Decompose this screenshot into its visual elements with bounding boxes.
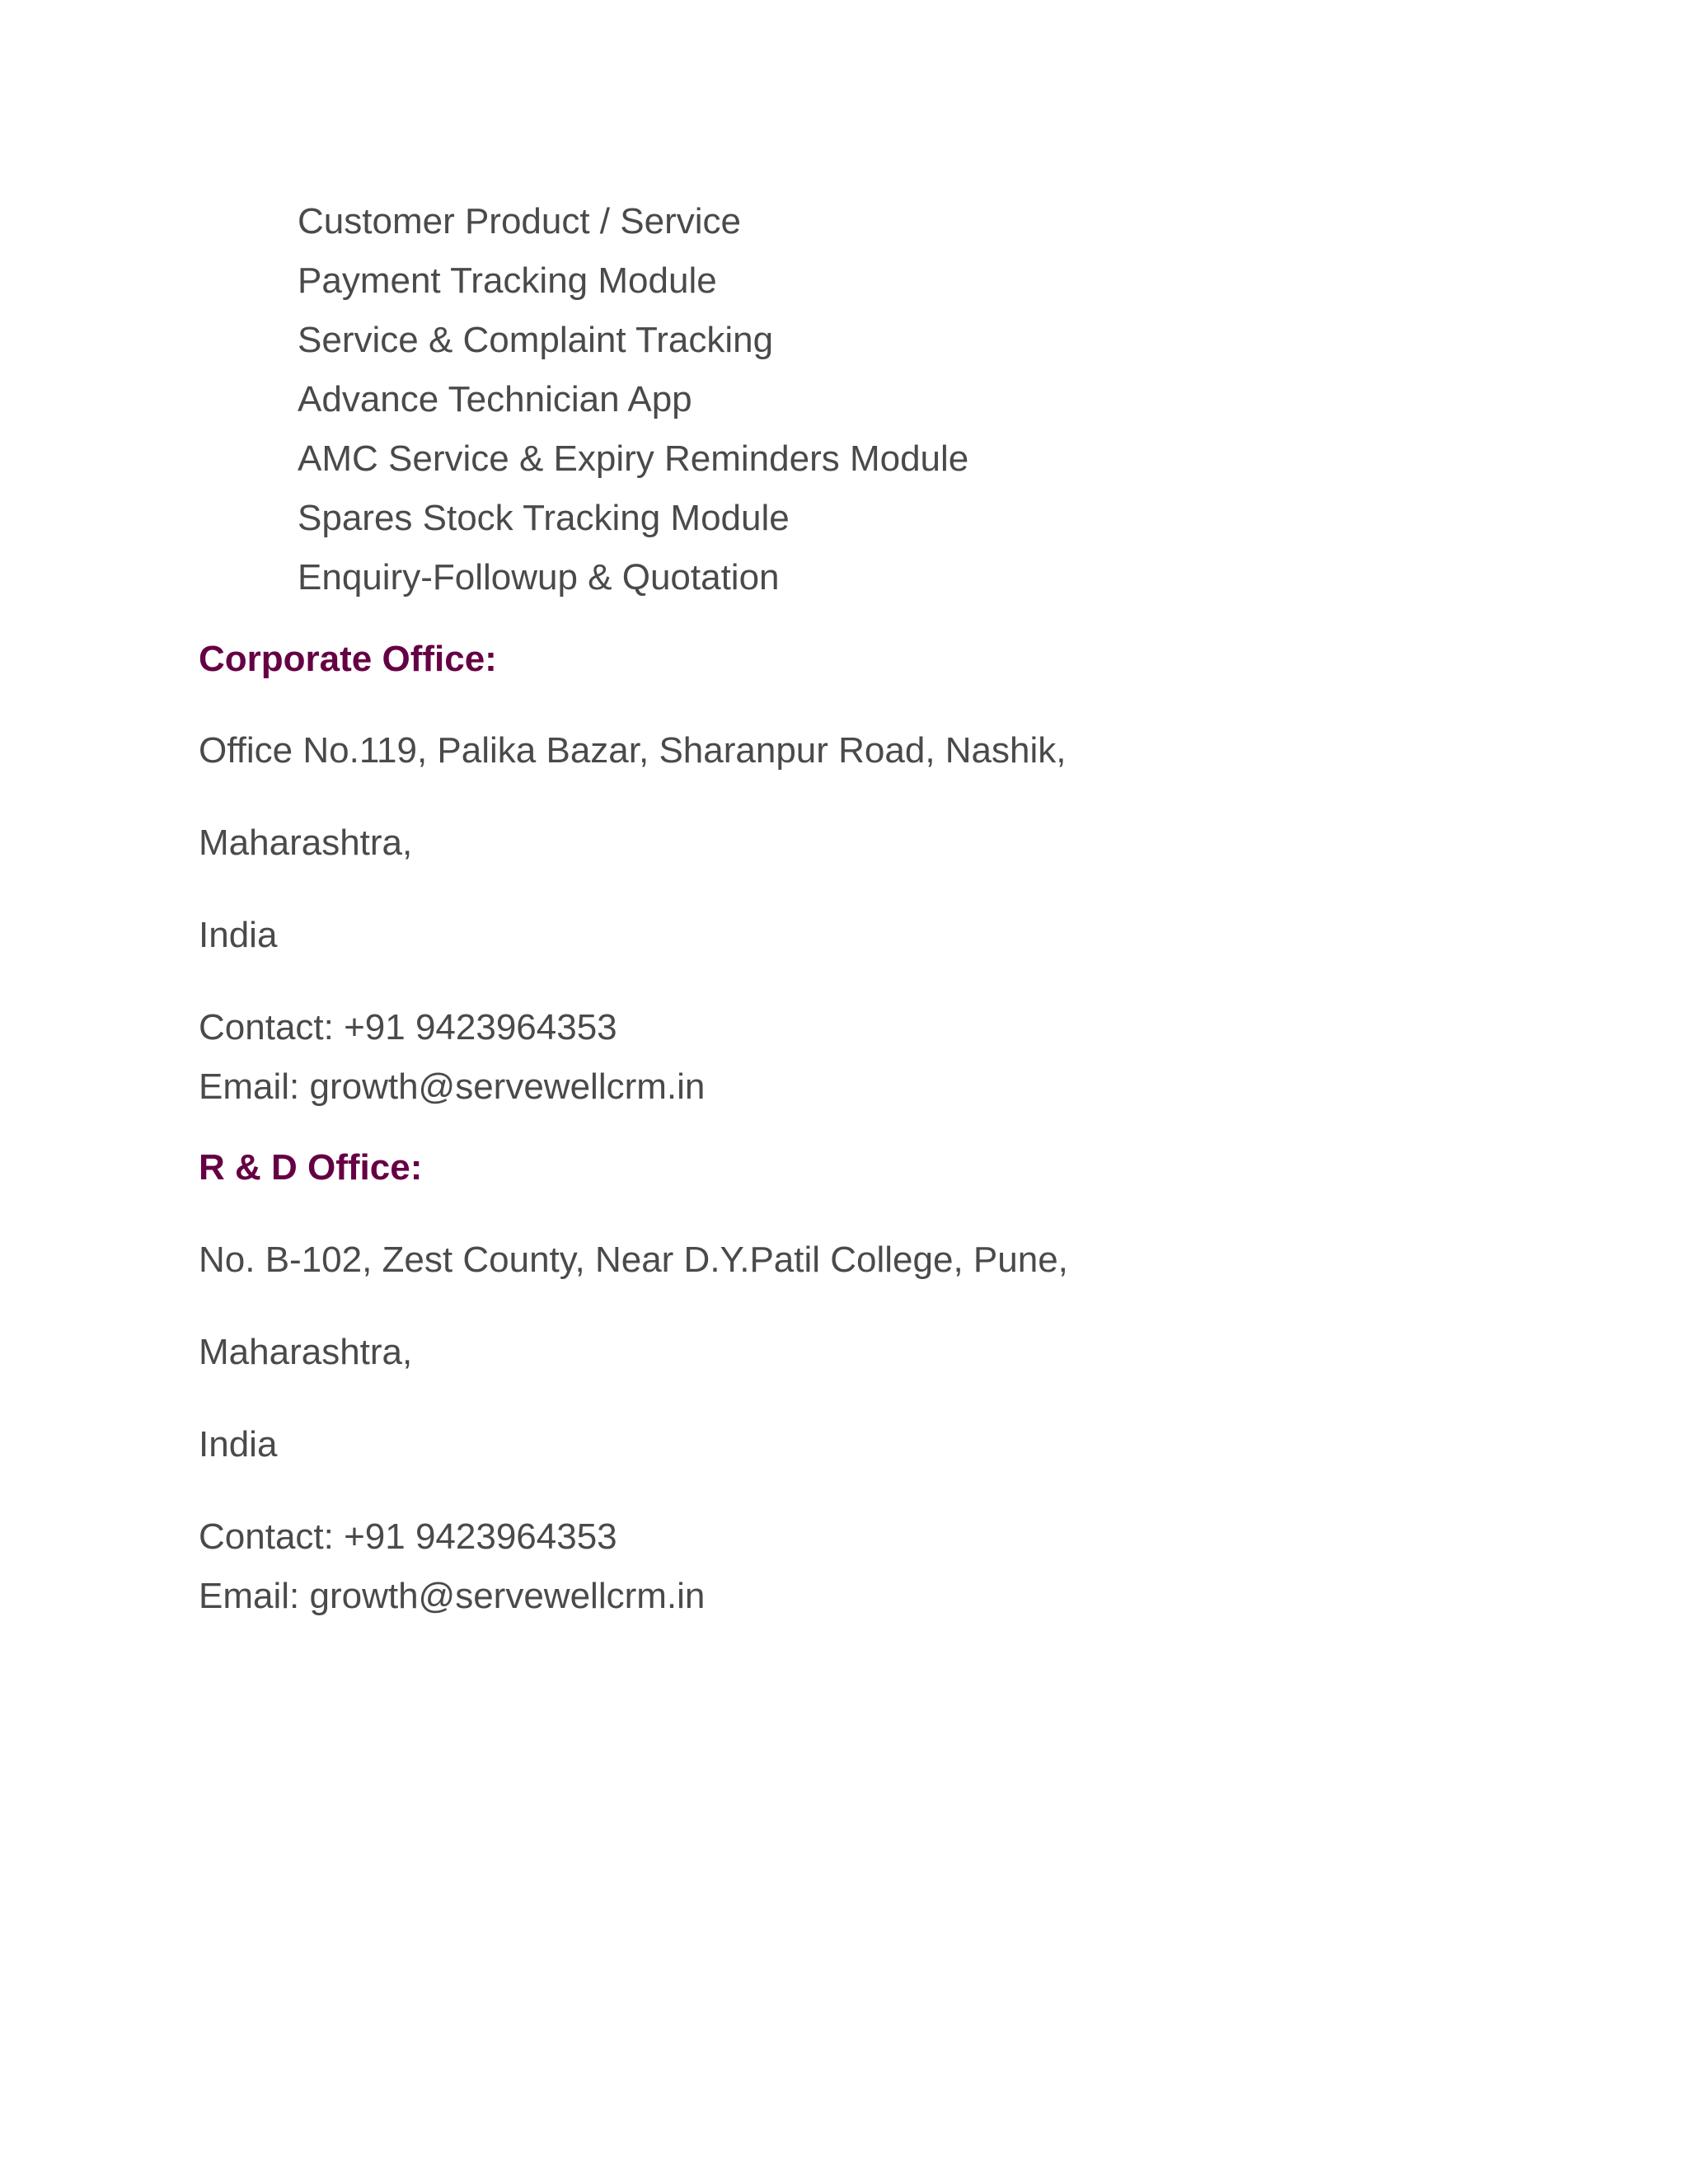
- corporate-email: Email: growth@servewellcrm.in: [199, 1066, 706, 1107]
- corporate-address-line2: Maharashtra,: [199, 823, 413, 863]
- rd-address-line2: Maharashtra,: [199, 1332, 413, 1372]
- list-item: Advance Technician App: [298, 379, 692, 419]
- rd-address-line1: No. B-102, Zest County, Near D.Y.Patil College, Pune,: [199, 1240, 1068, 1280]
- corporate-office-heading: Corporate Office:: [199, 639, 497, 679]
- corporate-address-line3: India: [199, 915, 278, 955]
- list-item: Enquiry-Followup & Quotation: [298, 557, 780, 598]
- module-list: [298, 192, 968, 607]
- corporate-address-line1: Office No.119, Palika Bazar, Sharanpur Road, Nashik,: [199, 730, 1067, 771]
- corporate-contact: Contact: +91 9423964353: [199, 1007, 617, 1047]
- rd-email: Email: growth@servewellcrm.in: [199, 1576, 706, 1616]
- rd-address-line3: India: [199, 1424, 278, 1465]
- list-item: Payment Tracking Module: [298, 260, 717, 301]
- rd-contact: Contact: +91 9423964353: [199, 1516, 617, 1557]
- rd-office-heading: R & D Office:: [199, 1147, 423, 1188]
- list-item: Spares Stock Tracking Module: [298, 498, 790, 538]
- list-item: Service & Complaint Tracking: [298, 320, 774, 360]
- list-item: AMC Service & Expiry Reminders Module: [298, 438, 969, 479]
- list-item: Customer Product / Service: [298, 201, 741, 241]
